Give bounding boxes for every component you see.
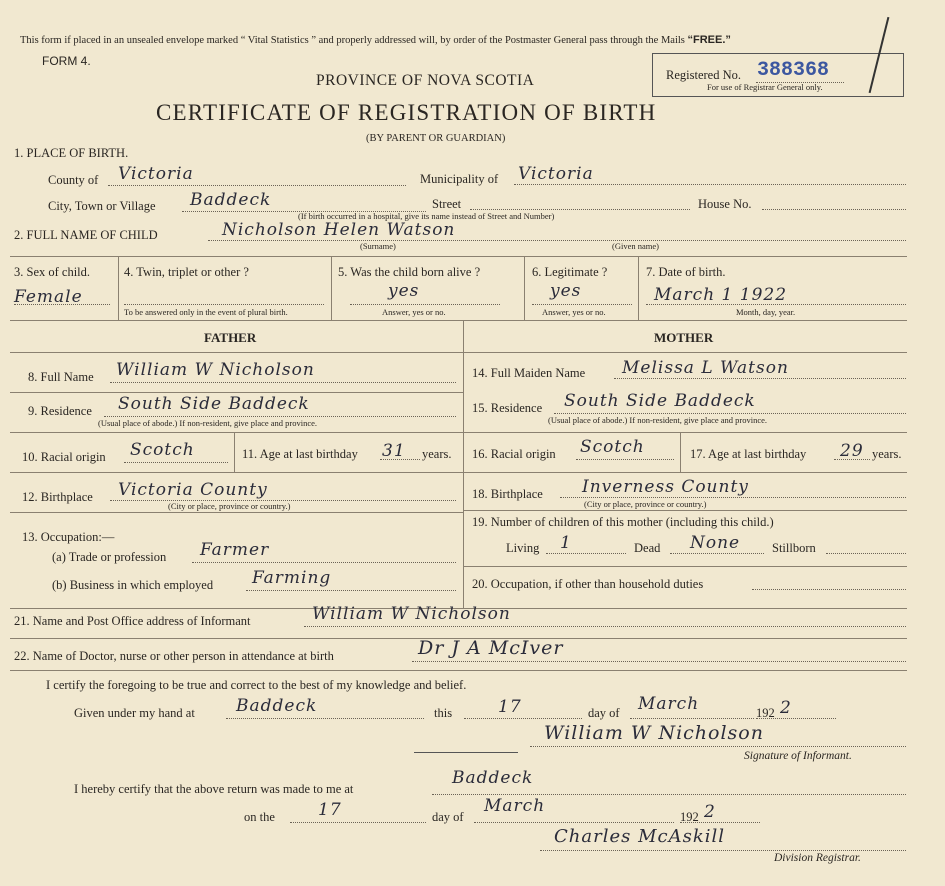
father-name-label: 8. Full Name	[28, 370, 94, 384]
hospital-note: (If birth occurred in a hospital, give its name instead of Street and Number)	[298, 211, 555, 221]
given-place-value: Baddeck	[236, 696, 318, 716]
trade-label: (a) Trade or profession	[52, 550, 167, 564]
father-residence-value: South Side Baddeck	[118, 394, 310, 414]
certificate-title: CERTIFICATE OF REGISTRATION OF BIRTH	[156, 100, 657, 125]
registrar-statement: I hereby certify that the above return was made to me at	[74, 782, 354, 796]
postal-notice	[20, 34, 731, 46]
house-no-label: House No.	[698, 197, 752, 211]
informant-value: William W Nicholson	[312, 604, 511, 624]
father-residence-note: (Usual place of abode.) If non-resident, give place and province.	[98, 418, 318, 428]
form-number: FORM 4.	[42, 54, 91, 68]
certify-statement: I certify the foregoing to be true and correct to the best of my knowledge and belief.	[46, 678, 467, 692]
mother-racial-label: 16. Racial origin	[472, 447, 556, 461]
municipality-label: Municipality of	[420, 172, 499, 186]
registrar-year-handwritten: 2	[704, 802, 716, 822]
mother-birthplace-value: Inverness County	[582, 477, 749, 497]
mother-residence-value: South Side Baddeck	[564, 391, 756, 411]
father-birthplace-note: (City or place, province or country.)	[168, 501, 291, 511]
registrar-signature: Charles McAskill	[554, 826, 725, 847]
mother-birthplace-label: 18. Birthplace	[472, 487, 543, 501]
father-years: years.	[422, 447, 452, 461]
registrar-day-of-label: day of	[432, 810, 464, 824]
informant-signature: William W Nicholson	[544, 722, 764, 744]
children-count-label: 19. Number of children of this mother (including this child.)	[472, 515, 774, 529]
dead-label: Dead	[634, 541, 661, 555]
mother-age-label: 17. Age at last birthday	[690, 447, 807, 461]
father-racial-value: Scotch	[130, 440, 195, 460]
living-label: Living	[506, 541, 540, 555]
certify-year-prefix: 192	[756, 706, 775, 720]
father-age-value: 31	[382, 441, 406, 461]
father-birthplace-value: Victoria County	[118, 480, 268, 500]
county-value: Victoria	[118, 164, 194, 184]
certificate-subtitle: (BY PARENT OR GUARDIAN)	[366, 133, 506, 144]
informant-label: 21. Name and Post Office address of Informant	[14, 614, 251, 628]
mother-residence-label: 15. Residence	[472, 401, 543, 415]
registered-no-label: Registered No.	[666, 68, 741, 82]
informant-signature-label: Signature of Informant.	[744, 750, 852, 762]
father-name-value: William W Nicholson	[116, 360, 315, 380]
father-birthplace-label: 12. Birthplace	[22, 490, 93, 504]
mother-heading: MOTHER	[654, 330, 714, 345]
registrar-day-value: 17	[318, 800, 342, 820]
city-label: City, Town or Village	[48, 199, 156, 213]
date-of-birth-label: 7. Date of birth.	[646, 265, 726, 279]
legitimate-value: yes	[550, 281, 582, 301]
doctor-value: Dr J A McIver	[418, 637, 564, 659]
county-label: County of	[48, 173, 99, 187]
certify-day-of-label: day of	[588, 706, 620, 720]
business-label: (b) Business in which employed	[52, 578, 214, 592]
alive-note: Answer, yes or no.	[382, 307, 446, 317]
twin-note: To be answered only in the event of plural birth.	[124, 307, 288, 317]
mother-racial-value: Scotch	[580, 437, 645, 457]
mother-years: years.	[872, 447, 902, 461]
business-value: Farming	[252, 568, 332, 588]
child-name-label: 2. FULL NAME OF CHILD	[14, 228, 158, 242]
twin-label: 4. Twin, triplet or other ?	[124, 265, 249, 279]
mother-residence-note: (Usual place of abode.) If non-resident, give place and province.	[548, 415, 768, 425]
mother-name-label: 14. Full Maiden Name	[472, 366, 586, 380]
registrar-month-value: March	[484, 796, 546, 816]
registrar-on-label: on the	[244, 810, 275, 824]
doctor-label: 22. Name of Doctor, nurse or other person in attendance at birth	[14, 649, 334, 663]
free-label: “FREE.”	[687, 34, 731, 46]
sex-label: 3. Sex of child.	[14, 265, 91, 279]
alive-label: 5. Was the child born alive ?	[338, 265, 481, 279]
postal-notice-text: This form if placed in an unsealed envelope marked “ Vital Statistics ” and properly addressed will, by order of the Postmaster General pass through the Mails	[20, 35, 685, 46]
certify-day-value: 17	[498, 697, 522, 717]
legitimate-label: 6. Legitimate ?	[532, 265, 608, 279]
date-of-birth-value: March 1 1922	[654, 285, 788, 305]
mother-occupation-label: 20. Occupation, if other than household duties	[472, 577, 704, 591]
alive-value: yes	[388, 281, 420, 301]
father-heading: FATHER	[204, 330, 257, 345]
city-value: Baddeck	[190, 190, 272, 210]
given-under-hand-label: Given under my hand at	[74, 706, 195, 720]
surname-label: (Surname)	[360, 241, 396, 251]
place-of-birth-label: 1. PLACE OF BIRTH.	[14, 146, 129, 160]
registrar-place-value: Baddeck	[452, 768, 534, 788]
sex-value: Female	[14, 287, 83, 307]
trade-value: Farmer	[200, 540, 270, 560]
this-label: this	[434, 706, 453, 720]
dead-value: None	[690, 533, 741, 553]
child-name-value: Nicholson Helen Watson	[222, 220, 456, 240]
registrar-signature-label: Division Registrar.	[774, 852, 861, 864]
mother-birthplace-note: (City or place, province or country.)	[584, 499, 707, 509]
registrar-year-prefix: 192	[680, 810, 699, 824]
given-name-label: (Given name)	[612, 241, 659, 251]
living-value: 1	[560, 533, 572, 553]
registrar-general-note: For use of Registrar General only.	[707, 82, 823, 92]
certify-month-value: March	[638, 694, 700, 714]
certify-year-handwritten: 2	[780, 698, 792, 718]
stillborn-label: Stillborn	[772, 541, 816, 555]
date-note: Month, day, year.	[736, 307, 796, 317]
municipality-value: Victoria	[518, 164, 594, 184]
mother-name-value: Melissa L Watson	[622, 358, 789, 378]
father-racial-label: 10. Racial origin	[22, 450, 106, 464]
province-title: PROVINCE OF NOVA SCOTIA	[316, 72, 535, 89]
registration-number: 388368	[757, 59, 830, 82]
legitimate-note: Answer, yes or no.	[542, 307, 606, 317]
street-label: Street	[432, 197, 462, 211]
occupation-label: 13. Occupation:—	[22, 530, 115, 544]
mother-age-value: 29	[840, 441, 864, 461]
father-age-label: 11. Age at last birthday	[242, 447, 358, 461]
father-residence-label: 9. Residence	[28, 404, 92, 418]
